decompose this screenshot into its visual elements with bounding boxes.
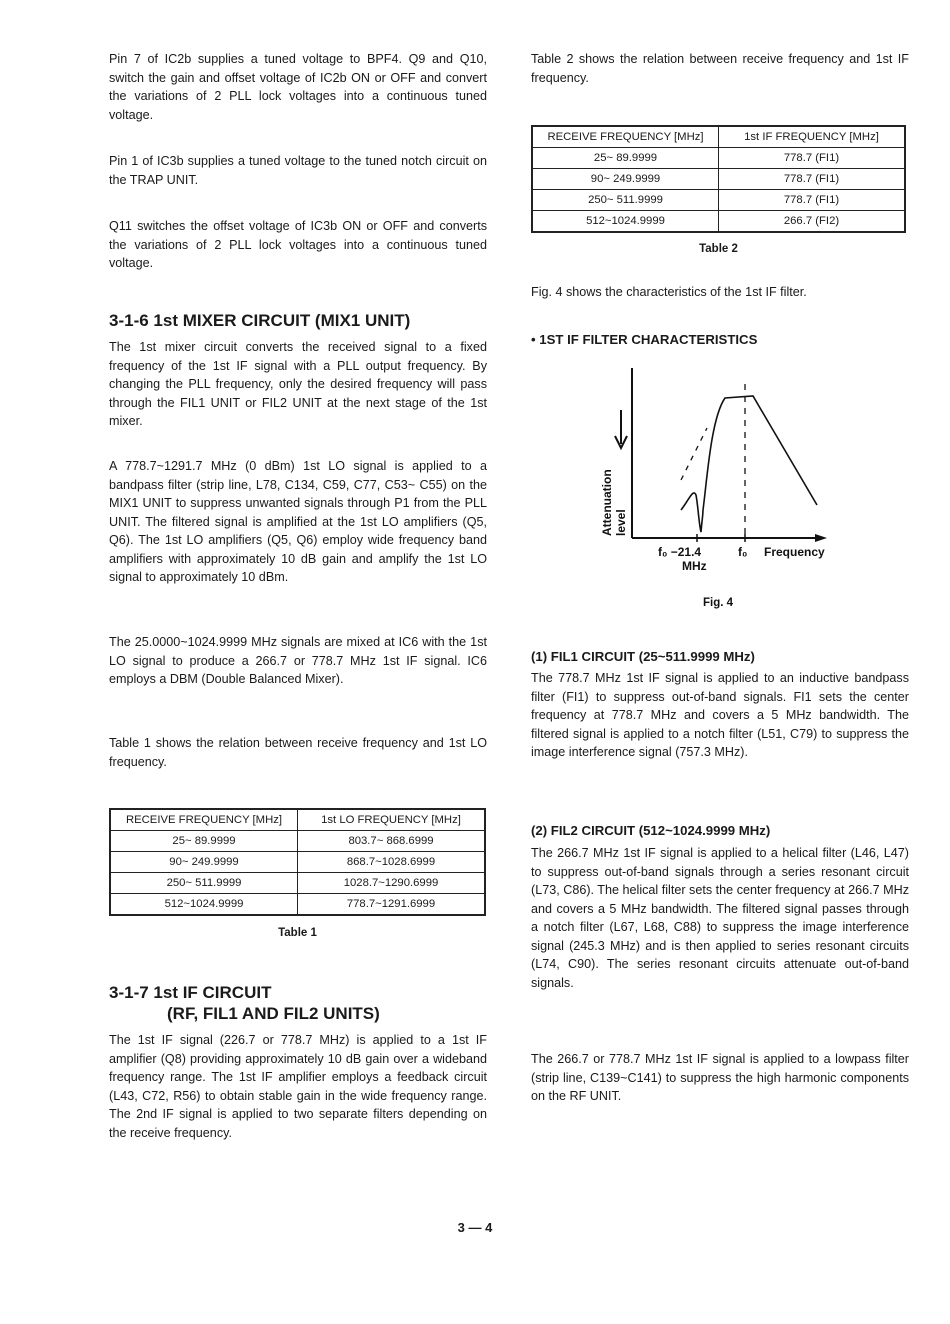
heading-if-circuit-line2: (RF, FIL1 AND FIL2 UNITS) <box>167 1004 380 1023</box>
table-row <box>532 169 905 190</box>
table-cell: 90~ 249.9999 <box>110 852 298 873</box>
heading-fil1-circuit: (1) FIL1 CIRCUIT (25~511.9999 MHz) <box>531 649 755 664</box>
table-cell: 25~ 89.9999 <box>110 831 298 852</box>
table-cell: 512~1024.9999 <box>110 894 298 916</box>
paragraph-mixer-intro: The 1st mixer circuit converts the received signal to a fixed frequency of the 1st IF signal with a PLL output frequency. By changing the PLL frequency, only the desired frequency will pass through the FIL1 UNIT or FIL2 UNIT at the next stage of the 1st mixer. <box>109 340 487 428</box>
table-row <box>532 211 905 233</box>
notch-curve <box>681 493 703 532</box>
paragraph-fil1: The 778.7 MHz 1st IF signal is applied to an inductive bandpass filter (FI1) to suppress out-of-band signals. FI1 sets the center frequency at 778.7 MHz and covers a 5 MHz bandwidth. The filtered signal is applied to a notch filter (L51, C79) to suppress the image interference signal (757.3 MHz). <box>531 671 909 759</box>
table-header-cell: 1st LO FREQUENCY [MHz] <box>298 809 486 831</box>
table-cell: 778.7 (FI1) <box>719 190 906 211</box>
table-header-row <box>110 809 485 831</box>
page-number: 3 — 4 <box>457 1220 493 1235</box>
paragraph-ic6: The 25.0000~1024.9999 MHz signals are mixed at IC6 with the 1st LO signal to produce a 266.7 or 778.7 MHz 1st IF signal. IC6 employs a DBM (Double Balanced Mixer). <box>109 635 487 686</box>
table-row <box>110 831 485 852</box>
table-row <box>110 873 485 894</box>
table-1 <box>109 808 486 916</box>
heading-if-circuit-line1: 3-1-7 1st IF CIRCUIT <box>109 983 272 1002</box>
figure-4-caption: Fig. 4 <box>703 597 734 609</box>
paragraph-ic3b: Pin 1 of IC3b supplies a tuned voltage to the tuned notch circuit on the TRAP UNIT. <box>109 154 487 187</box>
paragraph-q11: Q11 switches the offset voltage of IC3b ON or OFF and converts the variations of 2 PLL lock voltages into a continuous tuned voltage. <box>109 219 487 270</box>
table-2 <box>531 125 906 233</box>
x-label-notch-frequency: f₀ −21.4 <box>658 545 702 559</box>
filter-characteristics-figure <box>531 360 909 610</box>
table-cell: 868.7~1028.6999 <box>298 852 486 873</box>
table-header-cell: RECEIVE FREQUENCY [MHz] <box>532 126 719 148</box>
table-2-caption: Table 2 <box>699 243 738 255</box>
table-header-cell: 1st IF FREQUENCY [MHz] <box>719 126 906 148</box>
table-cell: 778.7 (FI1) <box>719 148 906 169</box>
table-cell: 512~1024.9999 <box>532 211 719 233</box>
table-row <box>110 852 485 873</box>
heading-fil2-circuit: (2) FIL2 CIRCUIT (512~1024.9999 MHz) <box>531 823 771 838</box>
paragraph-if-amplifier: The 1st IF signal (226.7 or 778.7 MHz) is applied to a 1st IF amplifier (Q8) providing approximately 10 dB gain over a wideband frequency range. The 1st IF amplifier employs a feedback circuit (L43, C72, R56) to obtain stable gain in the wide frequency range. The 2nd IF signal is applied to two separate filters depending on the receive frequency. <box>109 1033 487 1140</box>
x-label-mhz: MHz <box>682 559 707 573</box>
skirt-dashed-line <box>681 428 707 480</box>
table-cell: 1028.7~1290.6999 <box>298 873 486 894</box>
paragraph-table2-intro: Table 2 shows the relation between receive frequency and 1st IF frequency. <box>531 52 909 85</box>
paragraph-table1-intro: Table 1 shows the relation between receive frequency and 1st LO frequency. <box>109 736 487 769</box>
bandpass-curve <box>703 396 817 510</box>
y-axis-label-attenuation: Attenuation <box>600 469 614 536</box>
paragraph-lo-signal: A 778.7~1291.7 MHz (0 dBm) 1st LO signal is applied to a bandpass filter (strip line, L78, C134, C59, C77, C53~ C55) on the MIX1 UNIT to suppress unwanted signals through P1 from the PLL UNIT. The filtered signal is amplified at the 1st LO amplifiers (Q5, Q6). The 1st LO amplifiers (Q5, Q6) employ wide frequency band amplifiers with approximately 10 dB gain and amplify the 1st LO signal to approximately 10 dBm. <box>109 459 487 584</box>
x-label-frequency: Frequency <box>764 545 825 559</box>
y-axis-label-level: level <box>614 509 628 536</box>
table-header-cell: RECEIVE FREQUENCY [MHz] <box>110 809 298 831</box>
table-header-row <box>532 126 905 148</box>
table-row <box>532 148 905 169</box>
heading-mixer-circuit: 3-1-6 1st MIXER CIRCUIT (MIX1 UNIT) <box>109 311 411 330</box>
heading-filter-characteristics: • 1ST IF FILTER CHARACTERISTICS <box>531 332 758 347</box>
table-cell: 90~ 249.9999 <box>532 169 719 190</box>
x-label-center-frequency: f₀ <box>738 545 748 559</box>
table-cell: 250~ 511.9999 <box>110 873 298 894</box>
paragraph-lowpass-filter: The 266.7 or 778.7 MHz 1st IF signal is applied to a lowpass filter (strip line, C139~C141) to suppress the high harmonic components on the RF UNIT. <box>531 1052 909 1103</box>
table-cell: 778.7~1291.6999 <box>298 894 486 916</box>
x-axis-arrowhead <box>815 534 827 542</box>
paragraph-fil2: The 266.7 MHz 1st IF signal is applied to a helical filter (L46, L47) to suppress out-of-band signals through a series resonant circuit (L73, C86). The helical filter sets the center frequency at 266.7 MHz and covers a 5 MHz bandwidth. The filtered signal passes through a notch filter (L67, L68, C88) to suppress the image interference signal (245.3 MHz) and is then applied to series resonant circuits (L74, C90). The series resonant circuits attenuate out-of-band signals. <box>531 846 909 990</box>
paragraph-fig4-intro: Fig. 4 shows the characteristics of the 1st IF filter. <box>531 285 807 299</box>
table-row <box>110 894 485 916</box>
table-cell: 25~ 89.9999 <box>532 148 719 169</box>
table-cell: 250~ 511.9999 <box>532 190 719 211</box>
table-cell: 266.7 (FI2) <box>719 211 906 233</box>
paragraph-ic2b: Pin 7 of IC2b supplies a tuned voltage to BPF4. Q9 and Q10, switch the gain and offset voltage of IC2b ON or OFF and convert the variations of 2 PLL lock voltages into a continuous tuned voltage. <box>109 52 487 122</box>
table-cell: 778.7 (FI1) <box>719 169 906 190</box>
table-cell: 803.7~ 868.6999 <box>298 831 486 852</box>
table-1-caption: Table 1 <box>278 927 317 939</box>
table-row <box>532 190 905 211</box>
